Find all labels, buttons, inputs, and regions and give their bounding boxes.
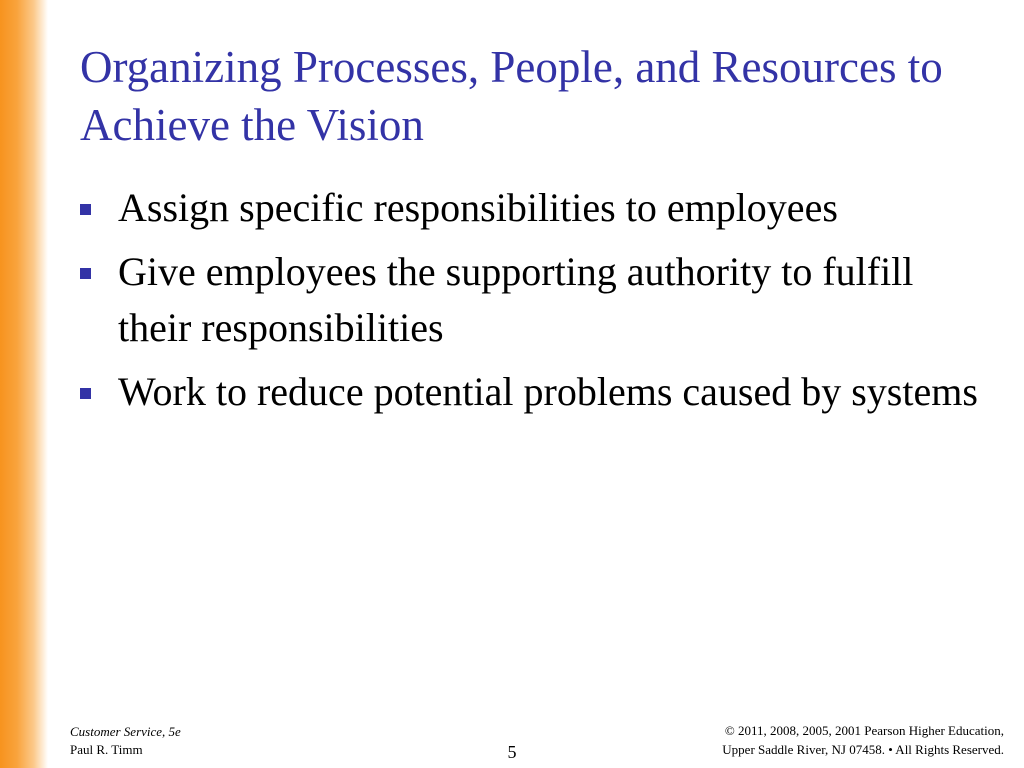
- bullet-text: Give employees the supporting authority to fulfill their responsibilities: [118, 249, 914, 350]
- slide-title: Organizing Processes, People, and Resources to Achieve the Vision: [80, 42, 943, 150]
- bullet-item: [80, 244, 980, 356]
- square-bullet-icon: [80, 388, 91, 399]
- left-accent-bar: [0, 0, 48, 768]
- footer-course-title: Customer Service, 5e: [70, 724, 181, 739]
- square-bullet-icon: [80, 268, 91, 279]
- copyright-line-1: © 2011, 2008, 2005, 2001 Pearson Higher Education,: [724, 723, 1004, 738]
- bullet-list: [80, 180, 980, 428]
- bullet-text: Assign specific responsibilities to employees: [118, 185, 838, 230]
- bullet-text: Work to reduce potential problems caused by systems: [118, 369, 978, 414]
- bullet-item: [80, 364, 980, 420]
- square-bullet-icon: [80, 204, 91, 215]
- page-number: 5: [507, 742, 517, 762]
- footer-book-info: [70, 723, 181, 759]
- copyright-line-2: Upper Saddle River, NJ 07458. • All Rights Reserved.: [722, 742, 1004, 757]
- bullet-item: [80, 180, 980, 236]
- footer-author: Paul R. Timm: [70, 742, 143, 757]
- footer-copyright: [722, 721, 1004, 759]
